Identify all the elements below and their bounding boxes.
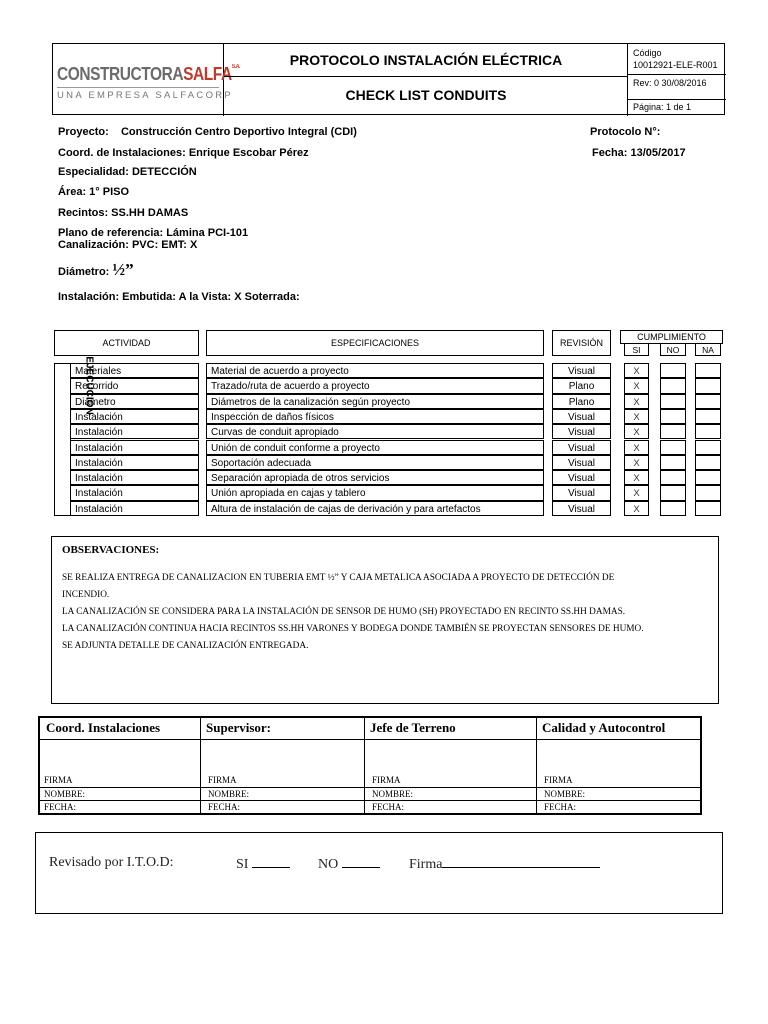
coord-label: Coord. de Instalaciones:	[58, 147, 186, 159]
row-na-mark	[695, 440, 721, 455]
row-si-mark: X	[624, 455, 649, 470]
signature-table	[38, 716, 702, 815]
diametro-value: ½”	[112, 260, 134, 279]
row-actividad: Materiales	[70, 363, 199, 378]
row-actividad: Instalación	[70, 470, 199, 485]
row-especificacion: Unión de conduit conforme a proyecto	[206, 440, 544, 455]
code-cell	[628, 44, 726, 116]
row-no-mark	[660, 409, 686, 424]
row-revision: Visual	[552, 363, 611, 378]
row-especificacion: Diámetros de la canalización según proyecto	[206, 394, 544, 409]
fecha-label: FECHA:	[372, 802, 405, 812]
row-na-mark	[695, 501, 721, 516]
row-no-mark	[660, 363, 686, 378]
firma-label: FIRMA	[544, 775, 573, 785]
side-label-box	[54, 363, 71, 516]
info-diametro	[58, 260, 134, 280]
observacion-line: LA CANALIZACIÓN CONTINUA HACIA RECINTOS SS.HH VARONES Y BODEGA DONDE TAMBIÉN SE PROYECTAN SENSORES DE HUMO.	[62, 624, 644, 634]
page-info: Página: 1 de 1	[633, 102, 692, 112]
review-firma-label: Firma	[409, 857, 443, 872]
header-cumplimiento: CUMPLIMIENTO	[637, 332, 706, 342]
observacion-line: SE ADJUNTA DETALLE DE CANALIZACIÓN ENTREGADA.	[62, 641, 309, 651]
sig-header-supervisor: Supervisor:	[206, 720, 271, 735]
protocolo-number: Protocolo N°:	[590, 126, 661, 138]
no-input-line[interactable]	[342, 855, 380, 868]
observaciones-title: OBSERVACIONES:	[62, 544, 160, 556]
row-na-mark	[695, 409, 721, 424]
review-label: Revisado por I.T.O.D:	[49, 855, 174, 870]
logo-tagline: UNA EMPRESA SALFACORP	[57, 90, 234, 101]
row-si-mark: X	[624, 409, 649, 424]
row-si-mark: X	[624, 470, 649, 485]
row-no-mark	[660, 440, 686, 455]
side-label-ejecucion: EJECUCION	[83, 356, 95, 415]
title-divider	[224, 76, 628, 77]
row-na-mark	[695, 394, 721, 409]
observacion-line: SE REALIZA ENTREGA DE CANALIZACION EN TUBERIA EMT ½” Y CAJA METALICA ASOCIADA A PROYECTO DE DETECCIÓN DE	[62, 573, 615, 583]
firma-label: FIRMA	[372, 775, 401, 785]
logo-divider	[57, 87, 219, 88]
row-no-mark	[660, 378, 686, 393]
row-revision: Visual	[552, 470, 611, 485]
row-na-mark	[695, 363, 721, 378]
row-revision: Visual	[552, 455, 611, 470]
row-revision: Visual	[552, 485, 611, 500]
row-na-mark	[695, 485, 721, 500]
fecha-label: FECHA:	[544, 802, 577, 812]
row-especificacion: Material de acuerdo a proyecto	[206, 363, 544, 378]
row-no-mark	[660, 424, 686, 439]
row-especificacion: Trazado/ruta de acuerdo a proyecto	[206, 378, 544, 393]
header-na: NA	[695, 343, 721, 356]
info-fecha: Fecha: 13/05/2017	[592, 147, 686, 159]
row-si-mark: X	[624, 363, 649, 378]
observacion-line: INCENDIO.	[62, 590, 110, 600]
firma-input-line[interactable]	[442, 855, 600, 868]
document-subtitle: CHECK LIST CONDUITS	[345, 87, 507, 103]
fecha-label: FECHA:	[208, 802, 241, 812]
review-si-label: SI	[236, 857, 249, 872]
row-na-mark	[695, 470, 721, 485]
firma-label: FIRMA	[44, 775, 73, 785]
nombre-label: NOMBRE:	[372, 789, 414, 799]
row-revision: Visual	[552, 440, 611, 455]
sig-header-calidad: Calidad y Autocontrol	[542, 720, 666, 735]
row-si-mark: X	[624, 378, 649, 393]
header-cumplimiento-box	[620, 330, 723, 344]
revision-info: Rev: 0 30/08/2016	[633, 78, 707, 88]
info-proyecto	[58, 126, 357, 138]
code-divider	[628, 74, 726, 75]
row-actividad: Instalación	[70, 501, 199, 516]
code-label: Código	[633, 48, 662, 58]
header-actividad: ACTIVIDAD	[54, 330, 199, 356]
row-no-mark	[660, 470, 686, 485]
fecha-label: FECHA:	[44, 802, 77, 812]
observacion-line: LA CANALIZACIÓN SE CONSIDERA PARA LA INSTALACIÓN DE SENSOR DE HUMO (SH) PROYECTADO EN RECINTO SS.HH DAMAS.	[62, 607, 626, 617]
row-actividad: Instalación	[70, 485, 199, 500]
row-actividad: Instalación	[70, 440, 199, 455]
header-revision: REVISIÓN	[552, 330, 611, 356]
row-si-mark: X	[624, 485, 649, 500]
row-na-mark	[695, 378, 721, 393]
nombre-label: NOMBRE:	[44, 789, 86, 799]
info-recintos: Recintos: SS.HH DAMAS	[58, 207, 189, 219]
row-na-mark	[695, 424, 721, 439]
row-revision: Visual	[552, 501, 611, 516]
logo-cell	[53, 44, 241, 116]
header-no: NO	[660, 343, 686, 356]
sig-header-jefe: Jefe de Terreno	[370, 720, 456, 735]
row-especificacion: Altura de instalación de cajas de derivación y para artefactos	[206, 501, 544, 516]
row-no-mark	[660, 485, 686, 500]
review-no-label: NO	[318, 857, 339, 872]
review-si	[236, 855, 290, 873]
proyecto-label: Proyecto:	[58, 126, 109, 138]
row-actividad: Diámetro	[70, 394, 199, 409]
row-si-mark: X	[624, 394, 649, 409]
logo-suffix: S.A.	[231, 64, 241, 70]
review-box	[35, 832, 723, 914]
document-title: PROTOCOLO INSTALACIÓN ELÉCTRICA	[289, 52, 563, 68]
sig-header-coord: Coord. Instalaciones	[46, 720, 161, 735]
row-revision: Plano	[552, 394, 611, 409]
proyecto-value: Construcción Centro Deportivo Integral (CDI)	[120, 126, 357, 138]
document-header	[52, 43, 725, 115]
info-plano: Plano de referencia: Lámina PCI-101	[58, 227, 249, 239]
row-si-mark: X	[624, 440, 649, 455]
nombre-label: NOMBRE:	[544, 789, 586, 799]
row-especificacion: Inspección de daños físicos	[206, 409, 544, 424]
row-especificacion: Soportación adecuada	[206, 455, 544, 470]
company-logo	[57, 64, 240, 85]
info-canalizacion: Canalización: PVC: EMT: X	[58, 239, 198, 251]
row-na-mark	[695, 455, 721, 470]
row-actividad: Instalación	[70, 409, 199, 424]
info-especialidad: Especialidad: DETECCIÓN	[58, 166, 197, 178]
row-no-mark	[660, 501, 686, 516]
firma-label: FIRMA	[208, 775, 237, 785]
header-especificaciones: ESPECIFICACIONES	[206, 330, 544, 356]
info-instalacion: Instalación: Embutida: A la Vista: X Soterrada:	[58, 291, 300, 303]
review-firma	[409, 855, 600, 873]
title-cell	[224, 44, 628, 116]
row-actividad: Recorrido	[70, 378, 199, 393]
row-divider	[40, 739, 700, 740]
row-especificacion: Curvas de conduit apropiado	[206, 424, 544, 439]
row-actividad: Instalación	[70, 424, 199, 439]
observaciones-box	[51, 536, 719, 704]
row-no-mark	[660, 394, 686, 409]
review-no	[318, 855, 380, 873]
row-si-mark: X	[624, 424, 649, 439]
header-si: SI	[624, 343, 649, 356]
row-especificacion: Separación apropiada de otros servicios	[206, 470, 544, 485]
row-no-mark	[660, 455, 686, 470]
diametro-label: Diámetro:	[58, 266, 110, 278]
info-coord	[58, 147, 309, 159]
code-divider	[628, 99, 726, 100]
si-input-line[interactable]	[252, 855, 290, 868]
row-especificacion: Unión apropiada en cajas y tablero	[206, 485, 544, 500]
logo-main-b: SALFA	[183, 64, 232, 84]
nombre-label: NOMBRE:	[208, 789, 250, 799]
logo-main-a: CONSTRUCTORA	[57, 64, 184, 84]
coord-value: Enrique Escobar Pérez	[188, 147, 309, 159]
row-si-mark: X	[624, 501, 649, 516]
info-area: Área: 1° PISO	[58, 186, 130, 198]
row-revision: Visual	[552, 409, 611, 424]
row-actividad: Instalación	[70, 455, 199, 470]
code-value: 10012921-ELE-R001	[633, 60, 718, 70]
row-revision: Plano	[552, 378, 611, 393]
row-revision: Visual	[552, 424, 611, 439]
